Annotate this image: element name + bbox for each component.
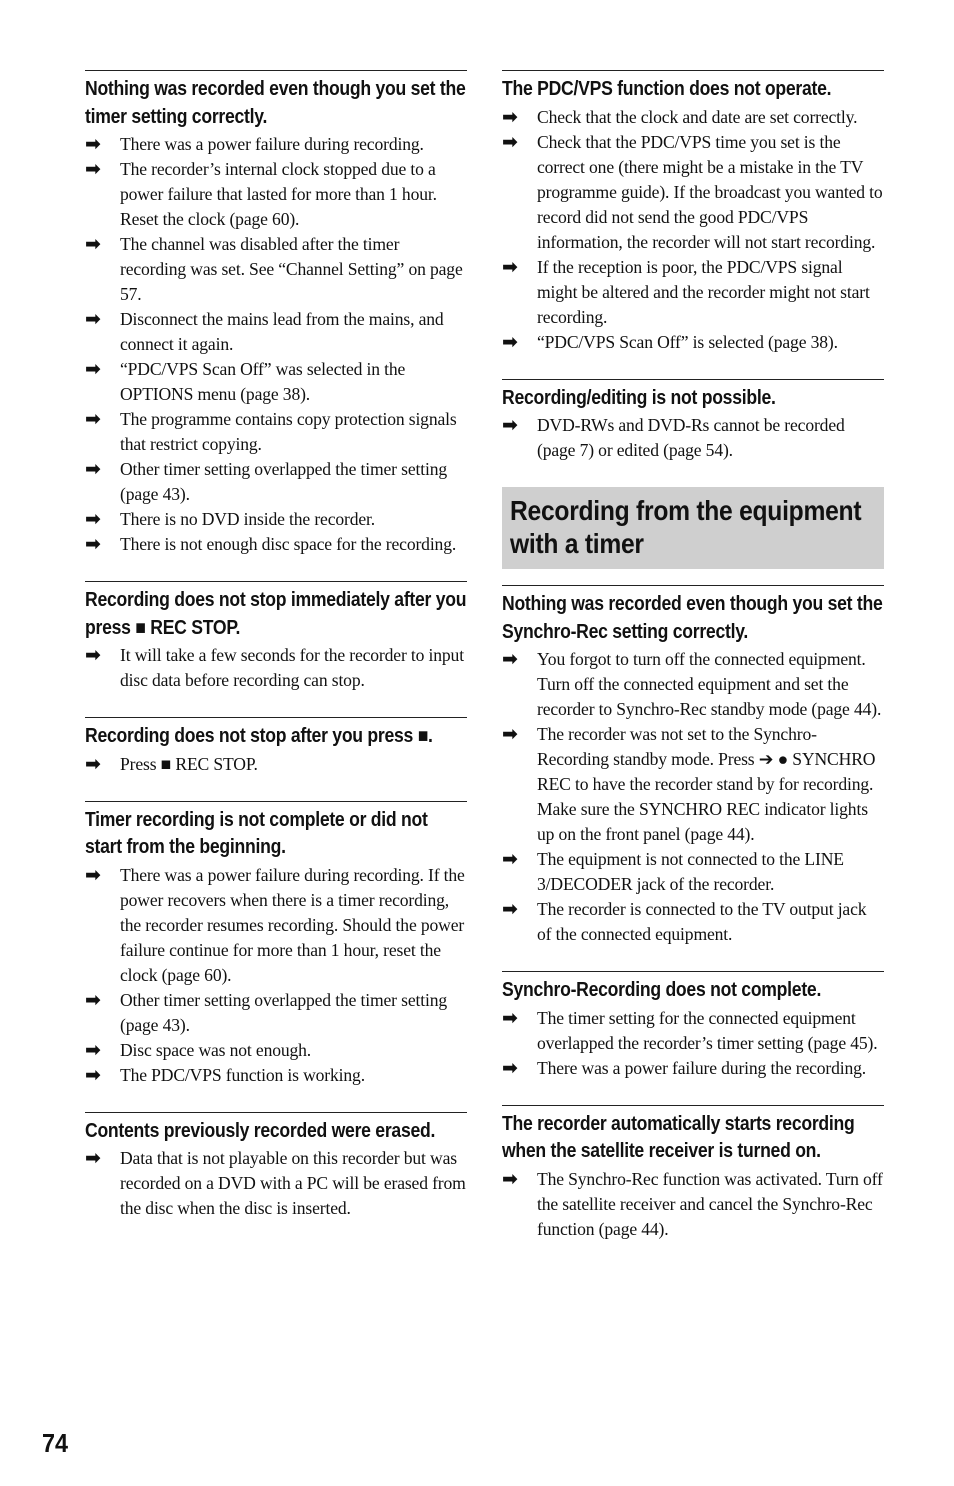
- remedy-text: You forgot to turn off the connected equipment. Turn off the connected equipment and set the recorder to Synchro-Rec standby mode (page 44).: [537, 649, 882, 719]
- remedy-item: [85, 863, 467, 988]
- remedy-text: There is no DVD inside the recorder.: [120, 509, 376, 529]
- remedy-list: [85, 752, 467, 777]
- remedy-item: [502, 413, 884, 463]
- arrow-right-icon: ➡: [502, 130, 518, 153]
- section-heading: Contents previously recorded were erased.: [85, 1119, 436, 1142]
- arrow-right-icon: ➡: [502, 1056, 518, 1079]
- section-heading: The PDC/VPS function does not operate.: [502, 78, 832, 100]
- remedy-list: [85, 132, 467, 557]
- remedy-item: [85, 1038, 467, 1063]
- arrow-right-icon: ➡: [85, 863, 101, 886]
- arrow-right-icon: ➡: [85, 158, 101, 180]
- remedy-text: The channel was disabled after the timer recording was set. See “Channel Setting” on page 57.: [120, 234, 463, 304]
- arrow-right-icon: ➡: [85, 1038, 101, 1061]
- arrow-right-icon: ➡: [85, 133, 101, 155]
- arrow-right-icon: ➡: [502, 723, 518, 745]
- remedy-item: [85, 457, 467, 507]
- arrow-right-icon: ➡: [85, 988, 101, 1011]
- section-heading: The recorder automatically starts recording when the satellite receiver is turned on.: [502, 1112, 855, 1162]
- remedy-list: [502, 105, 884, 355]
- arrow-right-icon: ➡: [85, 644, 101, 666]
- remedy-item: [85, 132, 467, 157]
- arrow-right-icon: ➡: [85, 458, 101, 480]
- remedy-text: There is not enough disc space for the recording.: [120, 534, 457, 554]
- remedy-item: [502, 1056, 884, 1081]
- arrow-right-icon: ➡: [85, 752, 101, 775]
- troubleshooting-section: [502, 585, 884, 947]
- remedy-item: [502, 847, 884, 897]
- arrow-right-icon: ➡: [502, 255, 518, 278]
- arrow-right-icon: ➡: [85, 233, 101, 255]
- remedy-item: [85, 1146, 467, 1221]
- remedy-text: Check that the clock and date are set correctly.: [537, 106, 858, 127]
- remedy-text: Press ■ REC STOP.: [120, 753, 258, 774]
- remedy-item: [502, 897, 884, 947]
- right-column-top: [502, 70, 884, 463]
- remedy-text: “PDC/VPS Scan Off” is selected (page 38).: [537, 331, 838, 352]
- remedy-item: [502, 130, 884, 255]
- remedy-text: The recorder’s internal clock stopped due to a power failure that lasted for more than 1 hour. Reset the clock (page 60).: [120, 159, 437, 229]
- remedy-item: [85, 507, 467, 532]
- section-heading: Timer recording is not complete or did not start from the beginning.: [85, 808, 428, 858]
- arrow-right-icon: ➡: [502, 648, 518, 670]
- remedy-list: [502, 1006, 884, 1081]
- remedy-list: [85, 643, 467, 693]
- remedy-item: [85, 988, 467, 1038]
- remedy-text: The programme contains copy protection signals that restrict copying.: [120, 409, 457, 454]
- remedy-item: [502, 647, 884, 722]
- remedy-item: [85, 307, 467, 357]
- remedy-item: [502, 1167, 884, 1242]
- arrow-right-icon: ➡: [85, 1147, 101, 1169]
- arrow-right-icon: ➡: [502, 1167, 518, 1190]
- remedy-text: Disconnect the mains lead from the mains, and connect it again.: [120, 309, 444, 354]
- remedy-list: [85, 863, 467, 1088]
- troubleshooting-section: [85, 1112, 467, 1222]
- remedy-list: [85, 1146, 467, 1221]
- troubleshooting-section: [85, 70, 467, 557]
- remedy-text: Check that the PDC/VPS time you set is the correct one (there might be a mistake in the TV programme guide). If the broadcast you wanted to record did not send the good PDC/VPS information, the recorder will not start recording.: [537, 131, 883, 252]
- section-heading: Recording does not stop immediately after you press ■ REC STOP.: [85, 589, 467, 639]
- remedy-item: [85, 232, 467, 307]
- section-heading: Synchro-Recording does not complete.: [502, 979, 822, 1001]
- arrow-right-icon: ➡: [85, 308, 101, 330]
- arrow-right-icon: ➡: [502, 898, 518, 920]
- remedy-text: “PDC/VPS Scan Off” was selected in the OPTIONS menu (page 38).: [120, 359, 406, 404]
- troubleshooting-section: [502, 379, 884, 464]
- remedy-text: Other timer setting overlapped the timer setting (page 43).: [120, 459, 447, 504]
- remedy-text: There was a power failure during the recording.: [537, 1057, 867, 1078]
- arrow-right-icon: ➡: [502, 1006, 518, 1029]
- troubleshooting-section: [502, 70, 884, 355]
- remedy-list: [502, 647, 884, 947]
- arrow-right-icon: ➡: [502, 105, 518, 128]
- remedy-list: [502, 1167, 884, 1242]
- remedy-list: [502, 413, 884, 463]
- right-column: [502, 70, 884, 1266]
- troubleshooting-section: [502, 971, 884, 1081]
- remedy-item: [85, 532, 467, 557]
- banner-title: Recording from the equipment with a timer: [510, 495, 862, 559]
- remedy-item: [85, 407, 467, 457]
- remedy-item: [502, 1006, 884, 1056]
- remedy-text: DVD-RWs and DVD-Rs cannot be recorded (page 7) or edited (page 54).: [537, 415, 845, 460]
- remedy-item: [502, 105, 884, 130]
- arrow-right-icon: ➡: [502, 414, 518, 436]
- remedy-text: There was a power failure during recording.: [120, 134, 424, 154]
- remedy-item: [85, 1063, 467, 1088]
- remedy-text: The equipment is not connected to the LINE 3/DECODER jack of the recorder.: [537, 849, 844, 894]
- arrow-right-icon: ➡: [85, 533, 101, 555]
- section-heading: Recording/editing is not possible.: [502, 386, 776, 409]
- remedy-text: The recorder is connected to the TV output jack of the connected equipment.: [537, 899, 867, 944]
- remedy-text: Other timer setting overlapped the timer setting (page 43).: [120, 989, 447, 1035]
- page-number: 74: [42, 1428, 69, 1458]
- remedy-text: There was a power failure during recording. If the power recovers when there is a timer recording, the recorder resumes recording. Should the power failure continue for more than 1 hour, reset the clock (page 60).: [120, 864, 465, 985]
- left-column: [85, 70, 467, 1245]
- remedy-item: [85, 357, 467, 407]
- remedy-text: The recorder was not set to the Synchro-Recording standby mode. Press ➔ ● SYNCHRO REC to have the recorder stand by for recording. Make sure the SYNCHRO REC indicator lights up on the front panel (page 44).: [537, 724, 876, 844]
- section-heading: Recording does not stop after you press ■.: [85, 725, 433, 747]
- arrow-right-icon: ➡: [502, 848, 518, 870]
- section-heading: Nothing was recorded even though you set the Synchro-Rec setting correctly.: [502, 593, 883, 643]
- section-heading: Nothing was recorded even though you set the timer setting correctly.: [85, 78, 466, 128]
- troubleshooting-section: [502, 1105, 884, 1242]
- remedy-item: [85, 157, 467, 232]
- remedy-text: The PDC/VPS function is working.: [120, 1064, 365, 1085]
- remedy-text: Data that is not playable on this recorder but was recorded on a DVD with a PC will be erased from the disc when the disc is inserted.: [120, 1148, 466, 1218]
- right-column-bottom: [502, 585, 884, 1242]
- remedy-text: It will take a few seconds for the recorder to input disc data before recording can stop.: [120, 645, 464, 690]
- remedy-text: If the reception is poor, the PDC/VPS signal might be altered and the recorder might not start recording.: [537, 256, 870, 327]
- remedy-text: The timer setting for the connected equipment overlapped the recorder’s timer setting (page 45).: [537, 1007, 878, 1053]
- troubleshooting-section: [85, 717, 467, 777]
- remedy-item: [85, 643, 467, 693]
- arrow-right-icon: ➡: [85, 408, 101, 430]
- remedy-text: The Synchro-Rec function was activated. Turn off the satellite receiver and cancel the Synchro-Rec function (page 44).: [537, 1168, 883, 1239]
- remedy-item: [502, 330, 884, 355]
- remedy-item: [502, 255, 884, 330]
- arrow-right-icon: ➡: [85, 508, 101, 530]
- arrow-right-icon: ➡: [85, 1063, 101, 1086]
- section-banner: [502, 487, 884, 569]
- arrow-right-icon: ➡: [502, 330, 518, 353]
- remedy-item: [85, 752, 467, 777]
- remedy-item: [502, 722, 884, 847]
- troubleshooting-section: [85, 581, 467, 693]
- troubleshooting-section: [85, 801, 467, 1088]
- arrow-right-icon: ➡: [85, 358, 101, 380]
- remedy-text: Disc space was not enough.: [120, 1039, 312, 1060]
